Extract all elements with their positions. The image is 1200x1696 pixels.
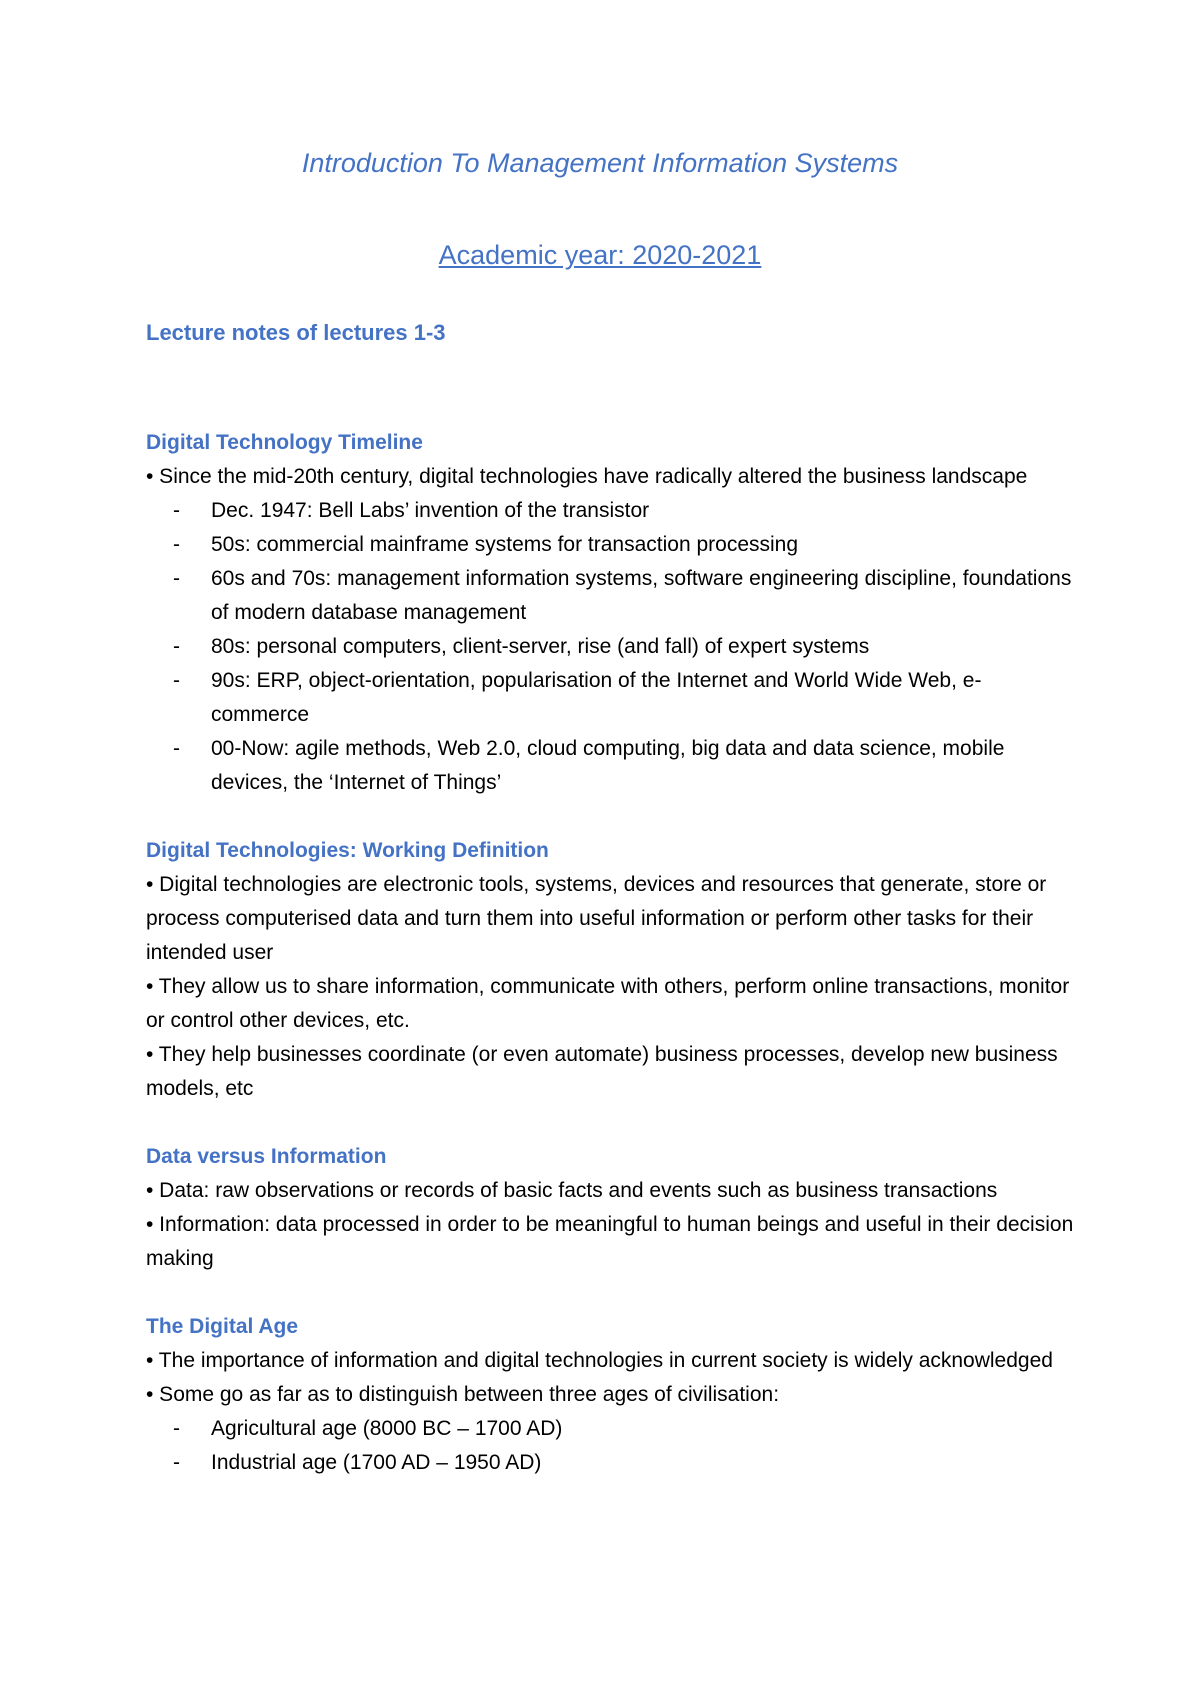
document-title: Introduction To Management Information Systems <box>301 148 899 178</box>
lecture-notes-heading: Lecture notes of lectures 1-3 <box>146 320 446 345</box>
list-item-text: 50s: commercial mainframe systems for transaction processing <box>211 533 799 556</box>
list-item-text: 60s and 70s: management information systems, software engineering discipline, foundations of modern database management <box>211 567 1072 624</box>
section-heading: Data versus Information <box>146 1145 387 1168</box>
bullet-paragraph: • Data: raw observations or records of basic facts and events such as business transactions <box>146 1179 998 1202</box>
bullet-paragraph: • The importance of information and digital technologies in current society is widely acknowledged <box>146 1349 1053 1372</box>
section-working-definition <box>146 834 1076 1106</box>
dash-marker: - <box>173 737 180 760</box>
section-heading: Digital Technology Timeline <box>146 431 423 454</box>
dash-marker: - <box>173 499 180 522</box>
dash-list <box>146 494 1076 800</box>
dash-marker: - <box>173 533 180 556</box>
dash-marker: - <box>173 1417 180 1440</box>
list-item-text: Agricultural age (8000 BC – 1700 AD) <box>211 1417 563 1440</box>
section-digital-technology-timeline <box>146 426 1076 800</box>
list-item <box>146 664 1076 732</box>
list-item-text: 90s: ERP, object-orientation, popularisation of the Internet and World Wide Web, e-commerce <box>211 669 982 726</box>
section-heading: Digital Technologies: Working Definition <box>146 839 549 862</box>
list-item <box>146 562 1076 630</box>
dash-marker: - <box>173 567 180 590</box>
list-item <box>146 732 1076 800</box>
list-item <box>146 630 1076 664</box>
list-item <box>146 494 1076 528</box>
list-item <box>146 528 1076 562</box>
dash-marker: - <box>173 669 180 692</box>
list-item-text: Industrial age (1700 AD – 1950 AD) <box>211 1451 542 1474</box>
bullet-paragraph: • Since the mid-20th century, digital technologies have radically altered the business landscape <box>146 465 1028 488</box>
bullet-paragraph: • Some go as far as to distinguish between three ages of civilisation: <box>146 1383 780 1406</box>
section-heading: The Digital Age <box>146 1315 299 1338</box>
bullet-paragraph: • Information: data processed in order to be meaningful to human beings and useful in their decision making <box>146 1213 1074 1270</box>
bullet-paragraph: • They help businesses coordinate (or even automate) business processes, develop new business models, etc <box>146 1043 1058 1100</box>
list-item-text: Dec. 1947: Bell Labs’ invention of the transistor <box>211 499 650 522</box>
section-the-digital-age <box>146 1310 1076 1480</box>
section-data-versus-information <box>146 1140 1076 1276</box>
academic-year: Academic year: 2020-2021 <box>438 240 762 270</box>
list-item-text: 00-Now: agile methods, Web 2.0, cloud computing, big data and data science, mobile devices, the ‘Internet of Things’ <box>211 737 1005 794</box>
dash-list <box>146 1412 1076 1480</box>
bullet-paragraph: • Digital technologies are electronic tools, systems, devices and resources that generate, store or process computerised data and turn them into useful information or perform other tasks for their intended user <box>146 873 1047 964</box>
dash-marker: - <box>173 1451 180 1474</box>
document-body <box>146 426 1076 1514</box>
list-item <box>146 1446 1076 1480</box>
list-item <box>146 1412 1076 1446</box>
bullet-paragraph: • They allow us to share information, communicate with others, perform online transactions, monitor or control other devices, etc. <box>146 975 1070 1032</box>
dash-marker: - <box>173 635 180 658</box>
list-item-text: 80s: personal computers, client-server, rise (and fall) of expert systems <box>211 635 870 658</box>
